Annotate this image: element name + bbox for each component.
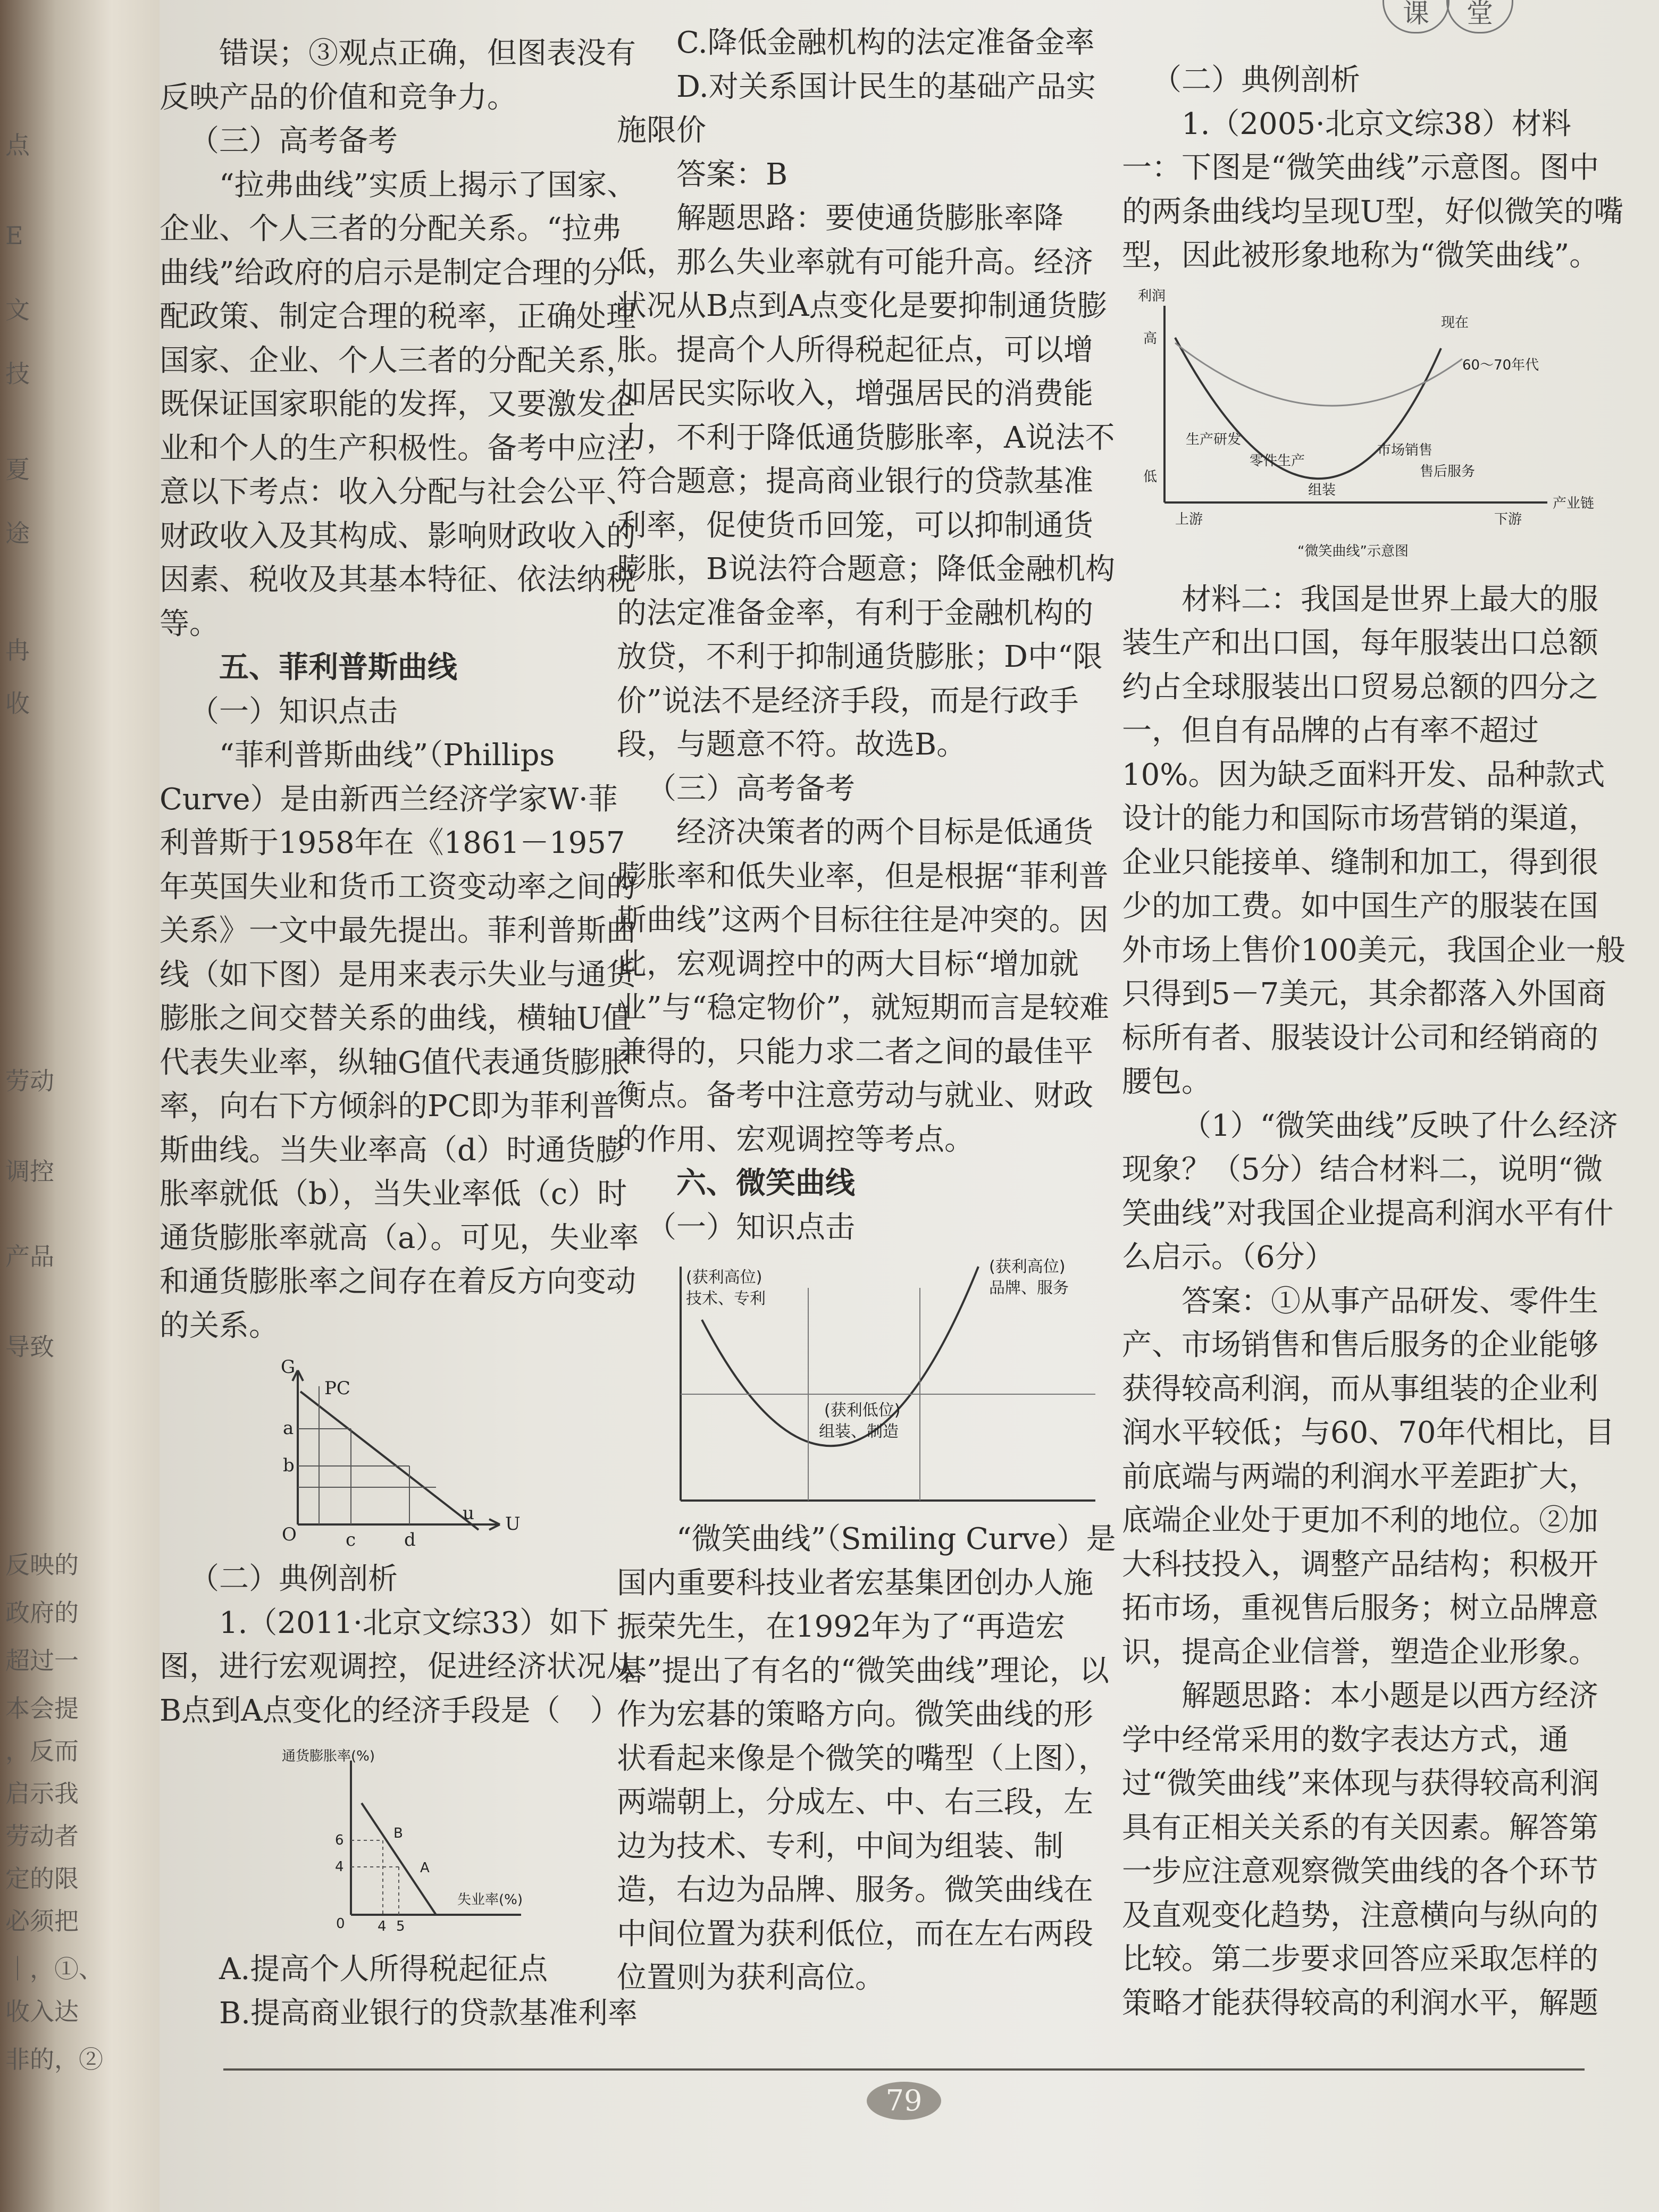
subheading: （一）知识点击 bbox=[647, 1210, 855, 1245]
diagram-stage-4: 市场销售 bbox=[1377, 442, 1433, 458]
left-page-text-fragment: 政府的 bbox=[5, 1598, 79, 1627]
paragraph: 材料二：我国是世界上最大的服装生产和出口国，每年服装出口总额约占全球服装出口贸易总额的四分之一，但自有品牌的占有率不超过10%。因为缺乏面料开发、品种款式设计的能力和国际市场营销的渠道，企业只能接单、缝制和加工，得到很少的加工费。如中国生产的服装在国外市场上售价100美元，我国企业一般只得到5－7美元，其余都落入外国商标所有者、服装设计公司和经销商的腰包。 bbox=[1122, 582, 1626, 1099]
left-page-text-fragment: 定的限 bbox=[5, 1864, 79, 1893]
q-chart-point-a: A bbox=[420, 1860, 430, 1876]
diagram-stage-1: 生产研发 bbox=[1186, 431, 1242, 448]
diagram-y-high: 高 bbox=[1143, 330, 1158, 347]
left-page-text-fragment: 劳动者 bbox=[5, 1822, 79, 1850]
chart-tick-b: b bbox=[283, 1455, 295, 1476]
smile-mid-label-2: 组装、制造 bbox=[819, 1422, 899, 1441]
chart-tick-a: a bbox=[283, 1418, 294, 1439]
diagram-x-right: 下游 bbox=[1494, 511, 1522, 527]
chart-tick-d: d bbox=[404, 1529, 416, 1551]
question: 1.（2005·北京文综38）材料一：下图是“微笑曲线”示意图。图中的两条曲线均呈现U型，好似微笑的嘴型，因此被形象地称为“微笑曲线”。 bbox=[1122, 106, 1624, 273]
paragraph: “菲利普斯曲线”（Phillips Curve）是由新西兰经济学家W·菲利普斯于1958年在《1861－1957年英国失业和货币工资变动率之间的关系》一文中最先提出。菲利普斯曲线（如下图）是用来表示失业与通货膨胀之间交替关系的曲线，横轴U值代表失业率，纵轴G值代表通货膨胀率，向右下方倾斜的PC即为菲利普斯曲线。当失业率高（d）时通货膨胀率就低（b），当失业率低（c）时通货膨胀率就高（a）。可见，失业率和通货膨胀率之间存在着反方向变动的关系。 bbox=[160, 738, 639, 1343]
option-a: A.提高个人所得税起征点 bbox=[219, 1952, 548, 1987]
diagram-y-label: 利润 bbox=[1138, 288, 1166, 304]
left-page-text-fragment: E bbox=[5, 221, 23, 250]
q-chart-tick-x4: 4 bbox=[378, 1918, 387, 1934]
left-page-text-fragment: 非的，② bbox=[5, 2045, 103, 2074]
left-page-text-fragment: 调控 bbox=[5, 1157, 54, 1186]
left-page-text-fragment: ｜，①、 bbox=[5, 1955, 103, 1983]
question-chart bbox=[160, 1739, 643, 1941]
left-page-text-fragment: 导致 bbox=[5, 1333, 54, 1361]
chart-curve-label: PC bbox=[324, 1378, 350, 1399]
left-page-text-fragment: ，反而 bbox=[5, 1737, 79, 1765]
paragraph: 解题思路：要使通货膨胀率降低，那么失业率就有可能升高。经济状况从B点到A点变化是要抑制通货膨胀。提高个人所得税起征点，可以增加居民实际收入，增强居民的消费能力，不利于降低通货膨胀率，A说法不符合题意；提高商业银行的贷款基准利率，促使货币回笼，可以抑制通货膨胀，B说法符合题意；降低金融机构的法定准备金率，有利于金融机构的放贷，不利于抑制通货膨胀；D中“限价”说法不是经济手段，而是行政手段，与题意不符。故选B。 bbox=[617, 201, 1116, 762]
option-b: B.提高商业银行的贷款基准利率 bbox=[219, 1996, 638, 2031]
q-chart-tick-x5: 5 bbox=[396, 1918, 405, 1934]
column-1 bbox=[160, 32, 643, 2035]
left-page-text-fragment: 产品 bbox=[5, 1242, 54, 1271]
question: （1）“微笑曲线”反映了什么经济现象？（5分）结合材料二，说明“微笑曲线”对我国企业提高利润水平有什么启示。（6分） bbox=[1122, 1108, 1618, 1275]
paragraph: 解题思路：本小题是以西方经济学中经常采用的数字表达方式，通过“微笑曲线”来体现与获得较高利润具有正相关关系的有关因素。解答第一步应注意观察微笑曲线的各个环节及直观变化趋势，注意横向与纵向的比较。第二步要求回答应采取怎样的策略才能获得较高的利润水平，解题 bbox=[1122, 1679, 1599, 2021]
smiling-curve-diagram bbox=[1122, 284, 1627, 572]
footer-rule bbox=[223, 2068, 1585, 2071]
paragraph: 经济决策者的两个目标是低通货膨胀率和低失业率，但是根据“菲利普斯曲线”这两个目标往往是冲突的。因此，宏观调控中的两大目标“增加就业”与“稳定物价”，就短期而言是较难兼得的，只能力求二者之间的最佳平衡点。备考中注意劳动与就业、财政的作用、宏观调控等考点。 bbox=[617, 815, 1109, 1157]
paragraph: “拉弗曲线”实质上揭示了国家、企业、个人三者的分配关系。“拉弗曲线”给政府的启示是制定合理的分配政策、制定合理的税率，正确处理国家、企业、个人三者的分配关系，既保证国家职能的发挥，又要激发企业和个人的生产积极性。备考中应注意以下考点：收入分配与社会公平、财政收入及其构成、影响财政收入的因素、税收及其基本特征、依法纳税等。 bbox=[160, 167, 637, 641]
left-page-edge bbox=[0, 0, 160, 2212]
left-page-text-fragment: 超过一 bbox=[5, 1646, 79, 1675]
left-page-text-fragment: 途 bbox=[5, 519, 30, 548]
diagram-series-60s: 60～70年代 bbox=[1462, 357, 1539, 373]
answer: 答案：①从事产品研发、零件生产、市场销售和售后服务的企业能够获得较高利润，而从事组装的企业利润水平较低；与60、70年代相比，目前底端与两端的利润水平差距扩大，底端企业处于更加不利的地位。②加大科技投入，调整产品结构；积极开拓市场，重视售后服务；树立品牌意识，提高企业信誉，塑造企业形象。 bbox=[1122, 1284, 1615, 1670]
header-tab-1: 课 bbox=[1382, 0, 1449, 33]
left-page-text-fragment: 劳动 bbox=[5, 1067, 54, 1095]
section-heading: 六、微笑曲线 bbox=[676, 1166, 855, 1201]
diagram-y-low: 低 bbox=[1143, 468, 1158, 485]
smile-left-label-2: 技术、专利 bbox=[686, 1289, 766, 1308]
left-page-text-fragment: 反映的 bbox=[5, 1551, 79, 1579]
left-page-text-fragment: 启示我 bbox=[5, 1779, 79, 1808]
q-chart-tick-6: 6 bbox=[335, 1832, 344, 1848]
header-tab-2: 堂 bbox=[1446, 0, 1513, 33]
book-page bbox=[160, 0, 1659, 2212]
left-page-text-fragment: 收入达 bbox=[5, 1997, 79, 2026]
q-chart-y-label: 通货膨胀率(%) bbox=[282, 1748, 375, 1764]
answer: 答案：B bbox=[676, 157, 788, 192]
chart-point-u: u bbox=[463, 1503, 474, 1524]
left-page-text-fragment: 夏 bbox=[5, 455, 30, 484]
q-chart-origin: 0 bbox=[336, 1916, 345, 1932]
q-chart-x-label: 失业率(%) bbox=[457, 1892, 523, 1908]
subheading: （二）典例剖析 bbox=[189, 1562, 398, 1596]
diagram-series-now: 现在 bbox=[1441, 314, 1469, 331]
subheading: （一）知识点击 bbox=[189, 694, 398, 729]
smile-right-label-2: 品牌、服务 bbox=[989, 1279, 1069, 1297]
option-c: C.降低金融机构的法定准备金率 bbox=[676, 26, 1095, 60]
paragraph: 错误；③观点正确，但图表没有反映产品的价值和竞争力。 bbox=[160, 36, 636, 115]
diagram-x-left: 上游 bbox=[1175, 511, 1203, 527]
q-chart-point-b: B bbox=[393, 1825, 403, 1841]
phillips-curve-chart bbox=[160, 1354, 643, 1551]
left-page-text-fragment: 必须把 bbox=[5, 1907, 79, 1936]
left-page-text-fragment: 技 bbox=[5, 359, 30, 388]
chart-origin-label: O bbox=[282, 1524, 297, 1545]
column-2 bbox=[617, 21, 1122, 2000]
subheading: （二）典例剖析 bbox=[1152, 63, 1360, 97]
section-heading: 五、菲利普斯曲线 bbox=[219, 650, 457, 685]
left-page-text-fragment: 文 bbox=[5, 296, 30, 324]
diagram-x-label: 产业链 bbox=[1553, 495, 1595, 512]
diagram-stage-3: 组装 bbox=[1308, 482, 1336, 498]
smiling-curve-chart bbox=[617, 1256, 1122, 1511]
left-page-text-fragment: 收 bbox=[5, 689, 30, 718]
page-number: 79 bbox=[867, 2082, 941, 2120]
diagram-stage-2: 零件生产 bbox=[1250, 453, 1305, 469]
left-page-text-fragment: 冉 bbox=[5, 636, 30, 665]
diagram-caption: “微笑曲线”示意图 bbox=[1297, 543, 1409, 559]
paragraph: “微笑曲线”（Smiling Curve）是国内重要科技业者宏基集团创办人施振荣先生，在1992年为了“再造宏碁”提出了有名的“微笑曲线”理论，以作为宏碁的策略方向。微笑曲线的形状看起来像是个微笑的嘴型（上图），两端朝上，分成左、中、右三段，左边为技术、专利，中间为组装、制造，右边为品牌、服务。微笑曲线在中间位置为获利低位，而在左右两段位置则为获利高位。 bbox=[617, 1522, 1116, 1995]
left-page-text-fragment: 点 bbox=[5, 131, 30, 160]
q-chart-tick-4: 4 bbox=[335, 1859, 344, 1875]
smile-left-label-1: (获利高位) bbox=[686, 1268, 763, 1287]
subheading: （三）高考备考 bbox=[189, 124, 398, 158]
chart-tick-c: c bbox=[346, 1529, 356, 1551]
chart-x-axis-label: U bbox=[505, 1513, 521, 1535]
option-d: D.对关系国计民生的基础产品实施限价 bbox=[617, 69, 1096, 148]
chart-y-axis-label: G bbox=[281, 1356, 296, 1378]
question: 1.（2011·北京文综33）如下图，进行宏观调控，促进经济状况从B点到A点变化的经济手段是（ ） bbox=[160, 1605, 636, 1728]
left-page-text-fragment: 本会提 bbox=[5, 1694, 79, 1723]
subheading: （三）高考备考 bbox=[647, 771, 855, 806]
smile-right-label-1: (获利高位) bbox=[989, 1258, 1066, 1276]
diagram-stage-5: 售后服务 bbox=[1420, 463, 1476, 480]
smile-mid-label-1: (获利低位) bbox=[824, 1401, 901, 1420]
column-3 bbox=[1122, 58, 1627, 2025]
